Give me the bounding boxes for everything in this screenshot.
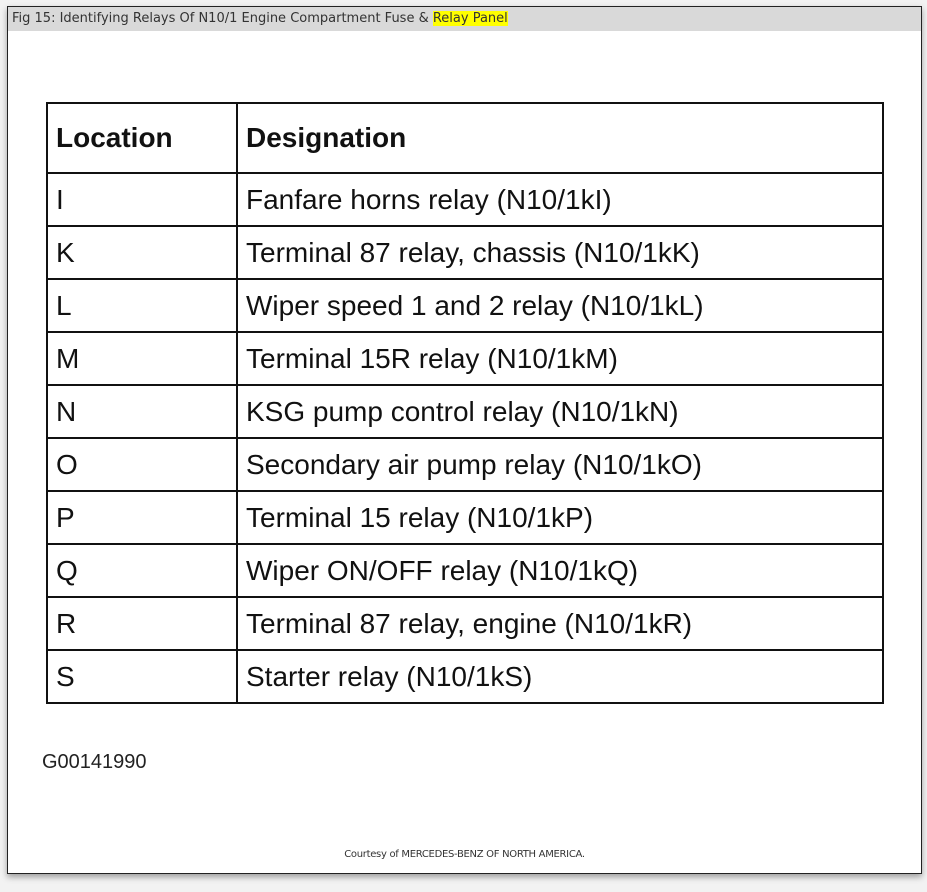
location-cell: P (47, 491, 237, 544)
caption-highlight: Relay Panel (432, 11, 508, 26)
location-cell: N (47, 385, 237, 438)
table-row (47, 544, 883, 597)
location-cell: Q (47, 544, 237, 597)
designation-cell: Secondary air pump relay (N10/1kO) (237, 438, 883, 491)
designation-cell: Wiper speed 1 and 2 relay (N10/1kL) (237, 279, 883, 332)
table-row (47, 597, 883, 650)
caption-text: Fig 15: Identifying Relays Of N10/1 Engine Compartment Fuse & (12, 11, 433, 26)
designation-cell: Terminal 87 relay, engine (N10/1kR) (237, 597, 883, 650)
location-cell: K (47, 226, 237, 279)
designation-cell: Terminal 15 relay (N10/1kP) (237, 491, 883, 544)
courtesy-note: Courtesy of MERCEDES-BENZ OF NORTH AMERICA. (344, 849, 585, 860)
table-row (47, 279, 883, 332)
figure-frame (7, 6, 922, 874)
location-cell: R (47, 597, 237, 650)
table-row (47, 491, 883, 544)
table-row (47, 173, 883, 226)
header-designation: Designation (237, 103, 883, 173)
figure-caption (8, 7, 921, 31)
designation-cell: Fanfare horns relay (N10/1kI) (237, 173, 883, 226)
table-header-row (47, 103, 883, 173)
table-row (47, 385, 883, 438)
table-row (47, 650, 883, 703)
header-location: Location (47, 103, 237, 173)
designation-cell: Starter relay (N10/1kS) (237, 650, 883, 703)
table-row (47, 438, 883, 491)
location-cell: S (47, 650, 237, 703)
designation-cell: KSG pump control relay (N10/1kN) (237, 385, 883, 438)
table-row (47, 332, 883, 385)
location-cell: I (47, 173, 237, 226)
location-cell: O (47, 438, 237, 491)
table-row (47, 226, 883, 279)
designation-cell: Terminal 15R relay (N10/1kM) (237, 332, 883, 385)
location-cell: L (47, 279, 237, 332)
designation-cell: Wiper ON/OFF relay (N10/1kQ) (237, 544, 883, 597)
relay-table (46, 102, 884, 704)
figure-id: G00141990 (42, 751, 147, 773)
designation-cell: Terminal 87 relay, chassis (N10/1kK) (237, 226, 883, 279)
location-cell: M (47, 332, 237, 385)
